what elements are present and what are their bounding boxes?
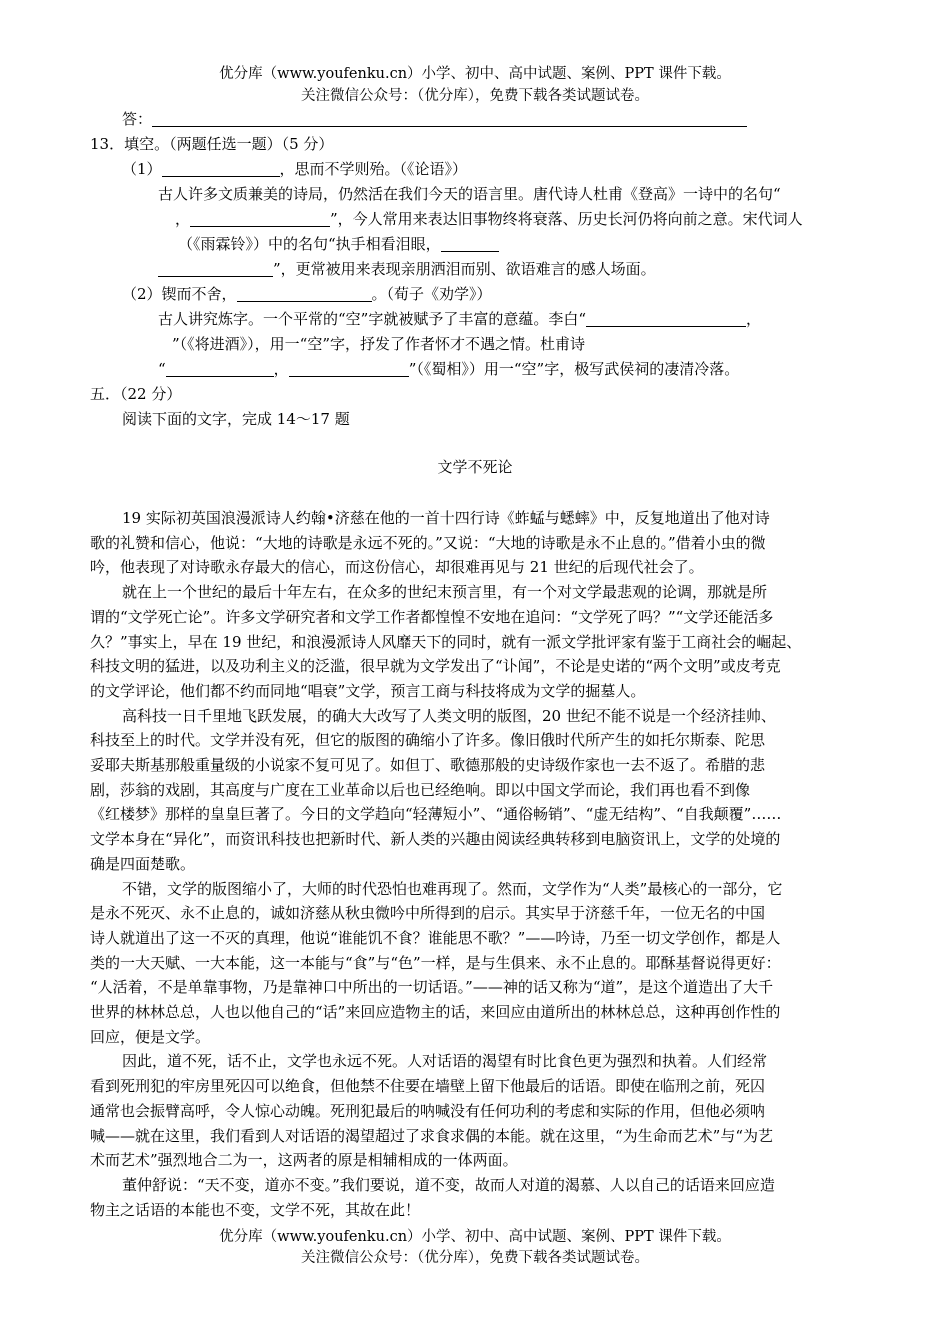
article-line: 妥耶夫斯基那般重量级的小说家不复可见了。如但丁、歌德那般的史诗级作家也一去不返了。希腊的悲 xyxy=(90,756,766,774)
blank-spacer xyxy=(158,236,178,252)
part2-text1: 古人讲究炼字。一个平常的“空”字就被赋予了丰富的意蕴。李白“ xyxy=(158,310,587,328)
section5-instruction: 阅读下面的文字，完成 14～17 题 xyxy=(122,410,350,428)
article-line: 因此，道不死，话不止，文学也永远不死。人对话语的渴望有时比食色更为强烈和执着。人们经常 xyxy=(122,1052,768,1070)
part1-text3: （《雨霖铃》）中的名句“执手相看泪眼， xyxy=(178,235,441,253)
part1-text: ，思而不学则殆。（《论语》） xyxy=(279,160,468,178)
answer-line xyxy=(122,109,747,129)
part1-text2: ”，今人常用来表达旧事物终将衰落、历史长河仍将向前之意。宋代词人 xyxy=(330,210,803,228)
comma: ， xyxy=(175,210,191,228)
part1-text3-line xyxy=(158,234,499,254)
blank-8[interactable] xyxy=(289,360,409,377)
blank-4[interactable] xyxy=(158,260,273,277)
article-line: 久？”事实上，早在 19 世纪，和浪漫派诗人风靡天下的同时，就有一派文学批评家有鉴于工商社会的崛起、 xyxy=(90,633,802,651)
article-line: 歌的礼赞和信心，他说：“大地的诗歌是永远不死的。”又说：“大地的诗歌是永不止息的。”借着小虫的微 xyxy=(90,534,766,552)
blank-5[interactable] xyxy=(237,285,372,302)
answer-blank[interactable] xyxy=(152,110,747,127)
article-line: 不错，文学的版图缩小了，大师的时代恐怕也难再现了。然而，文学作为“人类”最核心的一部分，它 xyxy=(122,880,783,898)
article-line: 世界的林林总总，人也以他自己的“话”来回应造物主的话，来回应由道所出的林林总总，这种再创作性的 xyxy=(90,1003,781,1021)
article-line: 是永不死灭、永不止息的，诚如济慈从秋虫微吟中所得到的启示。其实早于济慈千年，一位无名的中国 xyxy=(90,904,766,922)
part2-label: （2）锲而不舍， xyxy=(122,285,237,303)
part1-label: （1） xyxy=(122,160,162,178)
part1-text1: 古人许多文质兼美的诗局，仍然活在我们今天的语言里。唐代诗人杜甫《登高》一诗中的名句“ xyxy=(158,185,781,203)
q13-title: 13．填空。（两题任选一题）（5 分） xyxy=(90,135,334,153)
section5-title: 五．（22 分） xyxy=(90,385,182,403)
part2-text3: ”（《蜀相》）用一“空”字，极写武侯祠的凄清冷落。 xyxy=(408,360,740,378)
part2-text2: ”（《将进酒》），用一“空”字，抒发了作者怀才不遇之情。杜甫诗 xyxy=(172,335,586,353)
header-line-2: 关注微信公众号：（优分库），免费下载各类试题试卷。 xyxy=(301,88,649,104)
article-line: 谓的“文学死亡论”。许多文学研究者和文学工作者都惶惶不安地在追问：“文学死了吗？”“文学还能活多 xyxy=(90,608,774,626)
answer-label: 答： xyxy=(122,110,153,128)
article-line: 吟，他表现了对诗歌永存最大的信心，而这份信心，却很难再见与 21 世纪的后现代社会了。 xyxy=(90,558,704,576)
q13-part2-line xyxy=(122,284,492,304)
article-line: 术而艺术”强烈地合二为一，这两者的原是相辅相成的一体两面。 xyxy=(90,1151,518,1169)
blank-1[interactable] xyxy=(162,160,280,177)
article-line: 就在上一个世纪的最后十年左右，在众多的世纪末预言里，有一个对文学最悲观的论调，那就是所 xyxy=(122,583,768,601)
article-line: 的文学评论，他们都不约而同地“唱衰”文学，预言工商与科技将成为文学的掘墓人。 xyxy=(90,682,646,700)
article-line: 高科技一日千里地飞跃发展，的确大大改写了人类文明的版图，20 世纪不能不说是一个经济挂帅、 xyxy=(122,707,776,725)
blank-3[interactable] xyxy=(441,235,499,252)
article-line: 文学本身在“异化”，而资讯科技也把新时代、新人类的兴趣由阅读经典转移到电脑资讯上，文学的处境的 xyxy=(90,830,781,848)
part2-text1-line xyxy=(158,309,761,329)
part2-text: 。（荀子《劝学》） xyxy=(371,285,492,303)
comma: ， xyxy=(746,310,762,328)
comma: ， xyxy=(273,360,289,378)
part1-text4: ”，更常被用来表现亲朋洒泪而别、欲语难言的感人场面。 xyxy=(273,260,656,278)
header-line-1: 优分库（www.youfenku.cn）小学、初中、高中试题、案例、PPT 课件下载。 xyxy=(219,66,731,82)
article-line: 物主之话语的本能也不变，文学不死，其故在此！ xyxy=(90,1201,421,1219)
article-line: 19 实际初英国浪漫派诗人约翰•济慈在他的一首十四行诗《蚱蜢与蟋蟀》中，反复地道出了他对诗 xyxy=(122,509,770,527)
article-line: 《红楼梦》那样的皇皇巨著了。今日的文学趋向“轻薄短小”、“通俗畅销”、“虚无结构”、“自我颠覆”…… xyxy=(90,805,782,823)
article-line: 看到死刑犯的牢房里死囚可以绝食，但他禁不住要在墙壁上留下他最后的话语。即使在临刑之前，死囚 xyxy=(90,1077,766,1095)
article-line: “人活着，不是单靠事物，乃是靠神口中所出的一切话语。”——神的话又称为“道”，是这个道造出了大千 xyxy=(90,978,774,996)
article-line: 确是四面楚歌。 xyxy=(90,855,196,873)
part2-text3-line xyxy=(158,359,739,379)
q13-part1-line xyxy=(122,159,467,179)
blank-2[interactable] xyxy=(190,210,330,227)
article-line: 喊——就在这里，我们看到人对话语的渴望超过了求食求偶的本能。就在这里，“为生命而艺术”与“为艺 xyxy=(90,1127,774,1145)
footer-line-2: 关注微信公众号：（优分库），免费下载各类试题试卷。 xyxy=(301,1250,649,1266)
article-line: 剧，莎翁的戏剧，其高度与广度在工业革命以后也已经绝响。即以中国文学而论，我们再也看不到像 xyxy=(90,781,751,799)
blank-7[interactable] xyxy=(166,360,274,377)
article-line: 类的一大天赋、一大本能，这一本能与“食”与“色”一样，是与生俱来、永不止息的。耶酥基督说得更好： xyxy=(90,954,781,972)
article-line: 诗人就道出了这一不灭的真理，他说“谁能饥不食？谁能思不歌？”——吟诗，乃至一切文学创作，都是人 xyxy=(90,929,781,947)
article-title: 文学不死论 xyxy=(437,458,513,476)
part1-text2-line xyxy=(175,209,803,229)
article-line: 回应，便是文学。 xyxy=(90,1028,211,1046)
part1-text4-line xyxy=(158,259,656,279)
blank-6[interactable] xyxy=(586,310,746,327)
article-line: 董仲舒说：“天不变，道亦不变。”我们要说，道不变，故而人对道的渴慕、人以自己的话语来回应造 xyxy=(122,1176,775,1194)
article-line: 科技文明的猛进，以及功利主义的泛滥，很早就为文学发出了“讣闻”，不论是史诺的“两个文明”或皮考克 xyxy=(90,657,781,675)
footer-line-1: 优分库（www.youfenku.cn）小学、初中、高中试题、案例、PPT 课件下载。 xyxy=(219,1229,731,1245)
article-line: 科技至上的时代。文学并没有死，但它的版图的确缩小了许多。像旧俄时代所产生的如托尔斯泰、陀思 xyxy=(90,731,766,749)
quote-mark: “ xyxy=(158,360,166,378)
article-line: 通常也会振臂高呼，令人惊心动魄。死刑犯最后的呐喊没有任何功利的考虑和实际的作用，但他必须呐 xyxy=(90,1102,766,1120)
